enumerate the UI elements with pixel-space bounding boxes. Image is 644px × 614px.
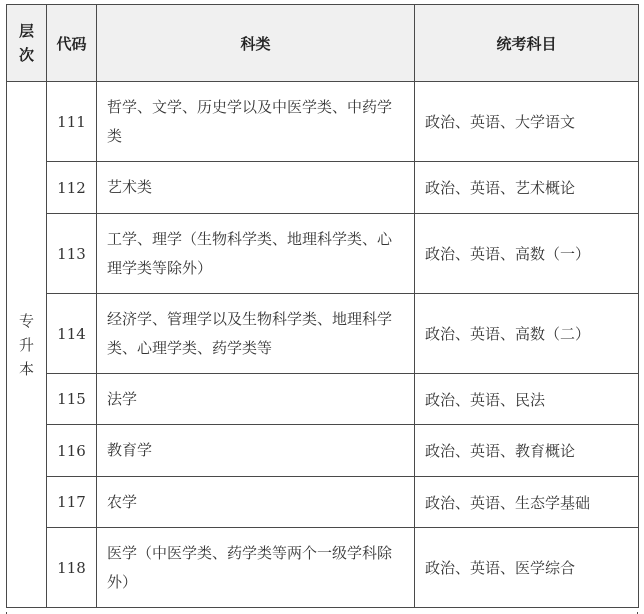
- code-cell: 118: [47, 528, 97, 608]
- category-cell: 法学: [97, 374, 415, 425]
- table-header-row: [7, 5, 639, 82]
- subjects-cell: 政治、英语、教育概论: [415, 425, 639, 477]
- table-row: [7, 425, 639, 477]
- level-char: 专: [18, 311, 34, 330]
- subjects-cell: 政治、英语、生态学基础: [415, 477, 639, 528]
- table-row: [7, 528, 639, 608]
- header-subjects: 统考科目: [415, 5, 639, 82]
- subjects-cell: 政治、英语、大学语文: [415, 82, 639, 162]
- header-category: 科类: [97, 5, 415, 82]
- category-cell: 哲学、文学、历史学以及中医学类、中药学类: [97, 82, 415, 162]
- level-cell: [7, 82, 47, 608]
- code-cell: 115: [47, 374, 97, 425]
- category-cell: 工学、理学（生物科学类、地理科学类、心理学类等除外）: [97, 214, 415, 294]
- code-cell: 117: [47, 477, 97, 528]
- subjects-cell: 政治、英语、民法: [415, 374, 639, 425]
- code-cell: 111: [47, 82, 97, 162]
- table-row: [7, 294, 639, 374]
- header-level: [7, 5, 47, 82]
- subjects-cell: 政治、英语、医学综合: [415, 528, 639, 608]
- code-cell: 116: [47, 425, 97, 477]
- table-row: [7, 374, 639, 425]
- subjects-cell: 政治、英语、高数（二）: [415, 294, 639, 374]
- category-cell: 艺术类: [97, 162, 415, 214]
- table-row: [7, 214, 639, 294]
- table-row: [7, 162, 639, 214]
- category-cell: 农学: [97, 477, 415, 528]
- subjects-cell: 政治、英语、高数（一）: [415, 214, 639, 294]
- table-row: [7, 477, 639, 528]
- table-row: [7, 82, 639, 162]
- exam-subjects-table: [6, 4, 639, 608]
- category-cell: 经济学、管理学以及生物科学类、地理科学类、心理学类、药学类等: [97, 294, 415, 374]
- code-cell: 113: [47, 214, 97, 294]
- header-code: 代码: [47, 5, 97, 82]
- level-char: 升: [18, 335, 34, 354]
- header-level-char: 层: [18, 22, 34, 40]
- subjects-cell: 政治、英语、艺术概论: [415, 162, 639, 214]
- level-char: 本: [18, 359, 34, 378]
- header-level-char: 次: [18, 46, 34, 64]
- category-cell: 教育学: [97, 425, 415, 477]
- code-cell: 114: [47, 294, 97, 374]
- category-cell: 医学（中医学类、药学类等两个一级学科除外）: [97, 528, 415, 608]
- code-cell: 112: [47, 162, 97, 214]
